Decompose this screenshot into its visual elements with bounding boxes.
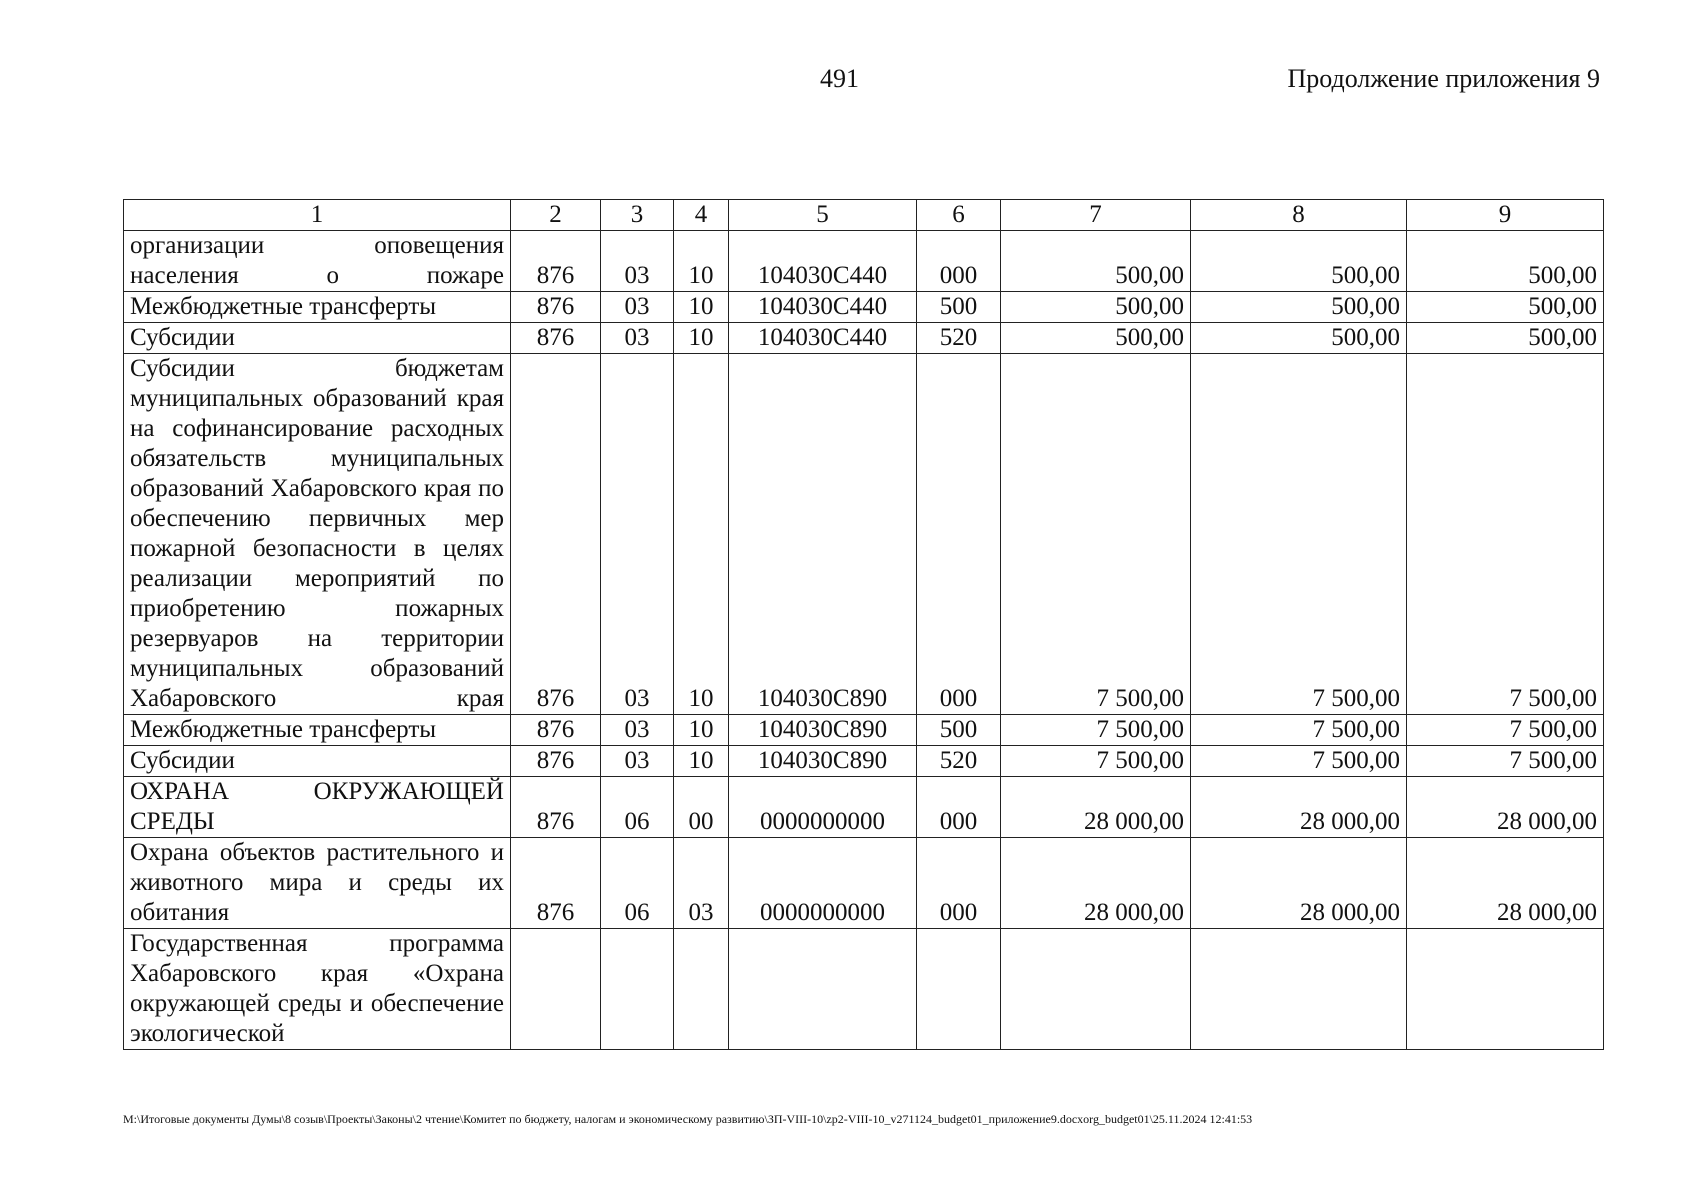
column-header: 8 — [1191, 200, 1407, 231]
page-number: 491 — [820, 64, 859, 93]
column-header: 2 — [511, 200, 601, 231]
table-row — [124, 231, 1604, 292]
admin-code-cell: 876 — [511, 292, 601, 323]
column-header: 4 — [674, 200, 729, 231]
table-row — [124, 746, 1604, 777]
amount-cell-7: 500,00 — [1001, 323, 1191, 354]
section-cell: 03 — [601, 746, 674, 777]
row-description: организации оповещения населения о пожаре — [124, 231, 511, 292]
amount-cell-7: 500,00 — [1001, 292, 1191, 323]
row-description: Субсидии бюджетам муниципальных образований края на софинансирование расходных обязательств муниципальных образований Хабаровского края по обеспечению первичных мер пожарной безопасности в целях реализации мероприятий по приобретению пожарных резервуаров на территории муниципальных образований Хабаровского края — [124, 354, 511, 715]
amount-cell-7: 7 500,00 — [1001, 354, 1191, 715]
amount-cell-8: 7 500,00 — [1191, 715, 1407, 746]
column-header: 6 — [917, 200, 1001, 231]
target-article-cell — [729, 929, 917, 1050]
budget-table — [123, 199, 1604, 1050]
expense-type-cell: 000 — [917, 231, 1001, 292]
target-article-cell: 104030С440 — [729, 231, 917, 292]
row-description: Межбюджетные трансферты — [124, 292, 511, 323]
section-cell — [601, 929, 674, 1050]
section-cell: 03 — [601, 715, 674, 746]
amount-cell-8: 7 500,00 — [1191, 354, 1407, 715]
target-article-cell: 0000000000 — [729, 777, 917, 838]
amount-cell-9: 7 500,00 — [1407, 354, 1604, 715]
target-article-cell: 104030С890 — [729, 746, 917, 777]
expense-type-cell: 520 — [917, 746, 1001, 777]
target-article-cell: 104030С890 — [729, 354, 917, 715]
amount-cell-8: 7 500,00 — [1191, 746, 1407, 777]
expense-type-cell — [917, 929, 1001, 1050]
document-file-path: M:\Итоговые документы Думы\8 созыв\Проекты\Законы\2 чтение\Комитет по бюджету, налогам и экономическому развитию\ЗП-VIII-10\zp2-VIII-10_v271124_budget01_приложение9.docxorg_budget01\25.11.2024 12:41:53 — [123, 1112, 1253, 1126]
amount-cell-9: 28 000,00 — [1407, 838, 1604, 929]
row-description: Охрана объектов растительного и животного мира и среды их обитания — [124, 838, 511, 929]
expense-type-cell: 000 — [917, 777, 1001, 838]
table-row — [124, 323, 1604, 354]
section-cell: 06 — [601, 777, 674, 838]
target-article-cell: 104030С890 — [729, 715, 917, 746]
column-header: 1 — [124, 200, 511, 231]
amount-cell-9: 28 000,00 — [1407, 777, 1604, 838]
subsection-cell: 10 — [674, 323, 729, 354]
section-cell: 03 — [601, 231, 674, 292]
row-description: ОХРАНА ОКРУЖАЮЩЕЙ СРЕДЫ — [124, 777, 511, 838]
subsection-cell: 10 — [674, 354, 729, 715]
column-number-row — [124, 200, 1604, 231]
admin-code-cell: 876 — [511, 777, 601, 838]
amount-cell-8: 28 000,00 — [1191, 838, 1407, 929]
column-header: 9 — [1407, 200, 1604, 231]
row-description: Субсидии — [124, 746, 511, 777]
amount-cell-7: 28 000,00 — [1001, 777, 1191, 838]
expense-type-cell: 500 — [917, 292, 1001, 323]
expense-type-cell: 500 — [917, 715, 1001, 746]
subsection-cell: 00 — [674, 777, 729, 838]
amount-cell-9: 500,00 — [1407, 231, 1604, 292]
table-row — [124, 838, 1604, 929]
admin-code-cell: 876 — [511, 838, 601, 929]
section-cell: 06 — [601, 838, 674, 929]
section-cell: 03 — [601, 323, 674, 354]
section-cell: 03 — [601, 354, 674, 715]
section-cell: 03 — [601, 292, 674, 323]
subsection-cell: 10 — [674, 292, 729, 323]
amount-cell-7 — [1001, 929, 1191, 1050]
amount-cell-9: 7 500,00 — [1407, 715, 1604, 746]
table-row — [124, 777, 1604, 838]
amount-cell-8: 500,00 — [1191, 292, 1407, 323]
admin-code-cell: 876 — [511, 746, 601, 777]
target-article-cell: 104030С440 — [729, 323, 917, 354]
expense-type-cell: 000 — [917, 354, 1001, 715]
subsection-cell: 03 — [674, 838, 729, 929]
expense-type-cell: 520 — [917, 323, 1001, 354]
target-article-cell: 104030С440 — [729, 292, 917, 323]
amount-cell-7: 7 500,00 — [1001, 715, 1191, 746]
column-header: 3 — [601, 200, 674, 231]
amount-cell-7: 500,00 — [1001, 231, 1191, 292]
amount-cell-9 — [1407, 929, 1604, 1050]
admin-code-cell: 876 — [511, 323, 601, 354]
appendix-continuation-caption: Продолжение приложения 9 — [1287, 64, 1600, 93]
subsection-cell — [674, 929, 729, 1050]
row-description: Государственная программа Хабаровского края «Охрана окружающей среды и обеспечение экологической — [124, 929, 511, 1050]
amount-cell-7: 7 500,00 — [1001, 746, 1191, 777]
amount-cell-7: 28 000,00 — [1001, 838, 1191, 929]
admin-code-cell: 876 — [511, 354, 601, 715]
amount-cell-8: 500,00 — [1191, 323, 1407, 354]
amount-cell-8: 28 000,00 — [1191, 777, 1407, 838]
expense-type-cell: 000 — [917, 838, 1001, 929]
table-row — [124, 715, 1604, 746]
admin-code-cell: 876 — [511, 231, 601, 292]
target-article-cell: 0000000000 — [729, 838, 917, 929]
table-row — [124, 354, 1604, 715]
table-row — [124, 292, 1604, 323]
amount-cell-8 — [1191, 929, 1407, 1050]
column-header: 7 — [1001, 200, 1191, 231]
amount-cell-9: 500,00 — [1407, 292, 1604, 323]
table-row — [124, 929, 1604, 1050]
subsection-cell: 10 — [674, 231, 729, 292]
column-header: 5 — [729, 200, 917, 231]
admin-code-cell — [511, 929, 601, 1050]
amount-cell-8: 500,00 — [1191, 231, 1407, 292]
amount-cell-9: 500,00 — [1407, 323, 1604, 354]
row-description: Субсидии — [124, 323, 511, 354]
row-description: Межбюджетные трансферты — [124, 715, 511, 746]
admin-code-cell: 876 — [511, 715, 601, 746]
amount-cell-9: 7 500,00 — [1407, 746, 1604, 777]
subsection-cell: 10 — [674, 746, 729, 777]
subsection-cell: 10 — [674, 715, 729, 746]
